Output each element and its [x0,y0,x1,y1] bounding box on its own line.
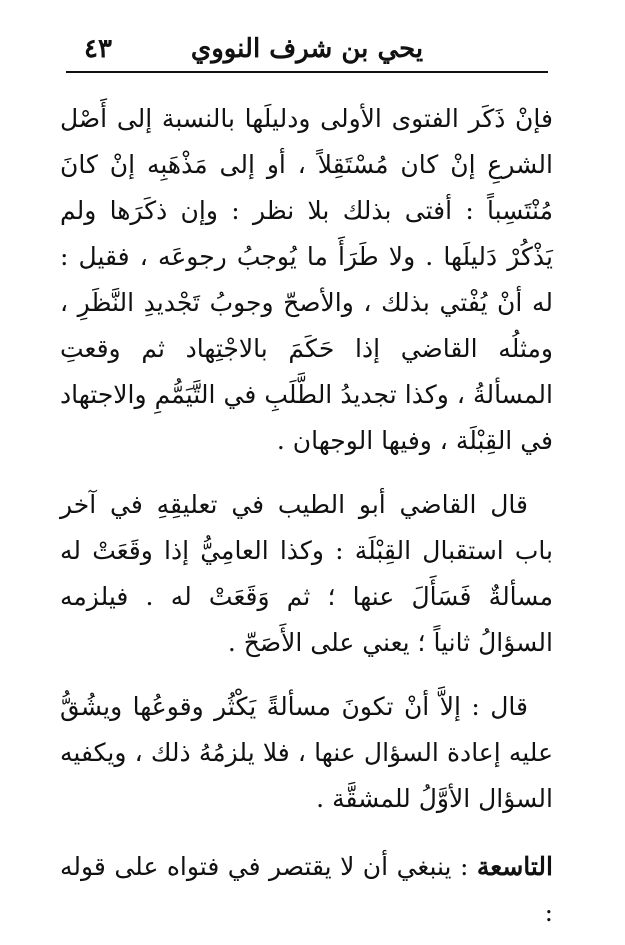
paragraph-abu-tayyib: قال القاضي أبو الطيب في تعليقِهِ في آخر باب استقبال القِبْلَة : وكذا العامِيُّ إذا وقَعَتْ له مسألةٌ فَسَأَلَ عنها ؛ ثم وَقَعَتْ له . فيلزمه السؤالُ ثانياً ؛ يعني على الأَصَحّ . [60,490,553,657]
paragraph-ninth-text: : ينبغي أن لا يقتصر في فتواه على قوله : [60,852,553,927]
page-body [60,96,553,936]
running-title: يحي بن شرف النووي [190,34,424,64]
paragraph-fatwa-repeat: فإنْ ذَكَر الفتوى الأولى ودليلَها بالنسبة إلى أَصْل الشرعِ إنْ كان مُسْتَقِلاً ، أو إلى مَذْهَبِه إنْ كانَ مُنْتَسِباً : أفتى بذلك بلا نظر : وإن ذكَرَها ولم يَذْكُرْ دَليلَها . ولا طَرَأَ ما يُوجبُ رجوعَه ، فقيل : له أنْ يُفْتي بذلك ، والأصحّ وجوبُ تَجْديدِ النَّظَرِ ، ومثلُه القاضي إذا حَكَمَ بالاجْتِهاد ثم وقعتِ المسألةُ ، وكذا تجديدُ الطَّلَبِ في التَّيَمُّمِ والاجتهاد في القِبْلَة ، وفيها الوجهان . [60,104,553,455]
page-number: ٤٣ [84,34,112,64]
section-label-ninth: التاسعة [476,852,553,881]
header-rule [66,71,548,73]
paragraph-ninth [60,844,553,936]
page-header [66,28,548,72]
paragraph-exception: قال : إلاَّ أنْ تكونَ مسألةً يَكْثُر وقوعُها ويشُقُّ عليه إعادة السؤال عنها ، فلا يلزمُهُ ذلك ، ويكفيه السؤال الأوَّلُ للمشقَّة . [60,692,553,813]
